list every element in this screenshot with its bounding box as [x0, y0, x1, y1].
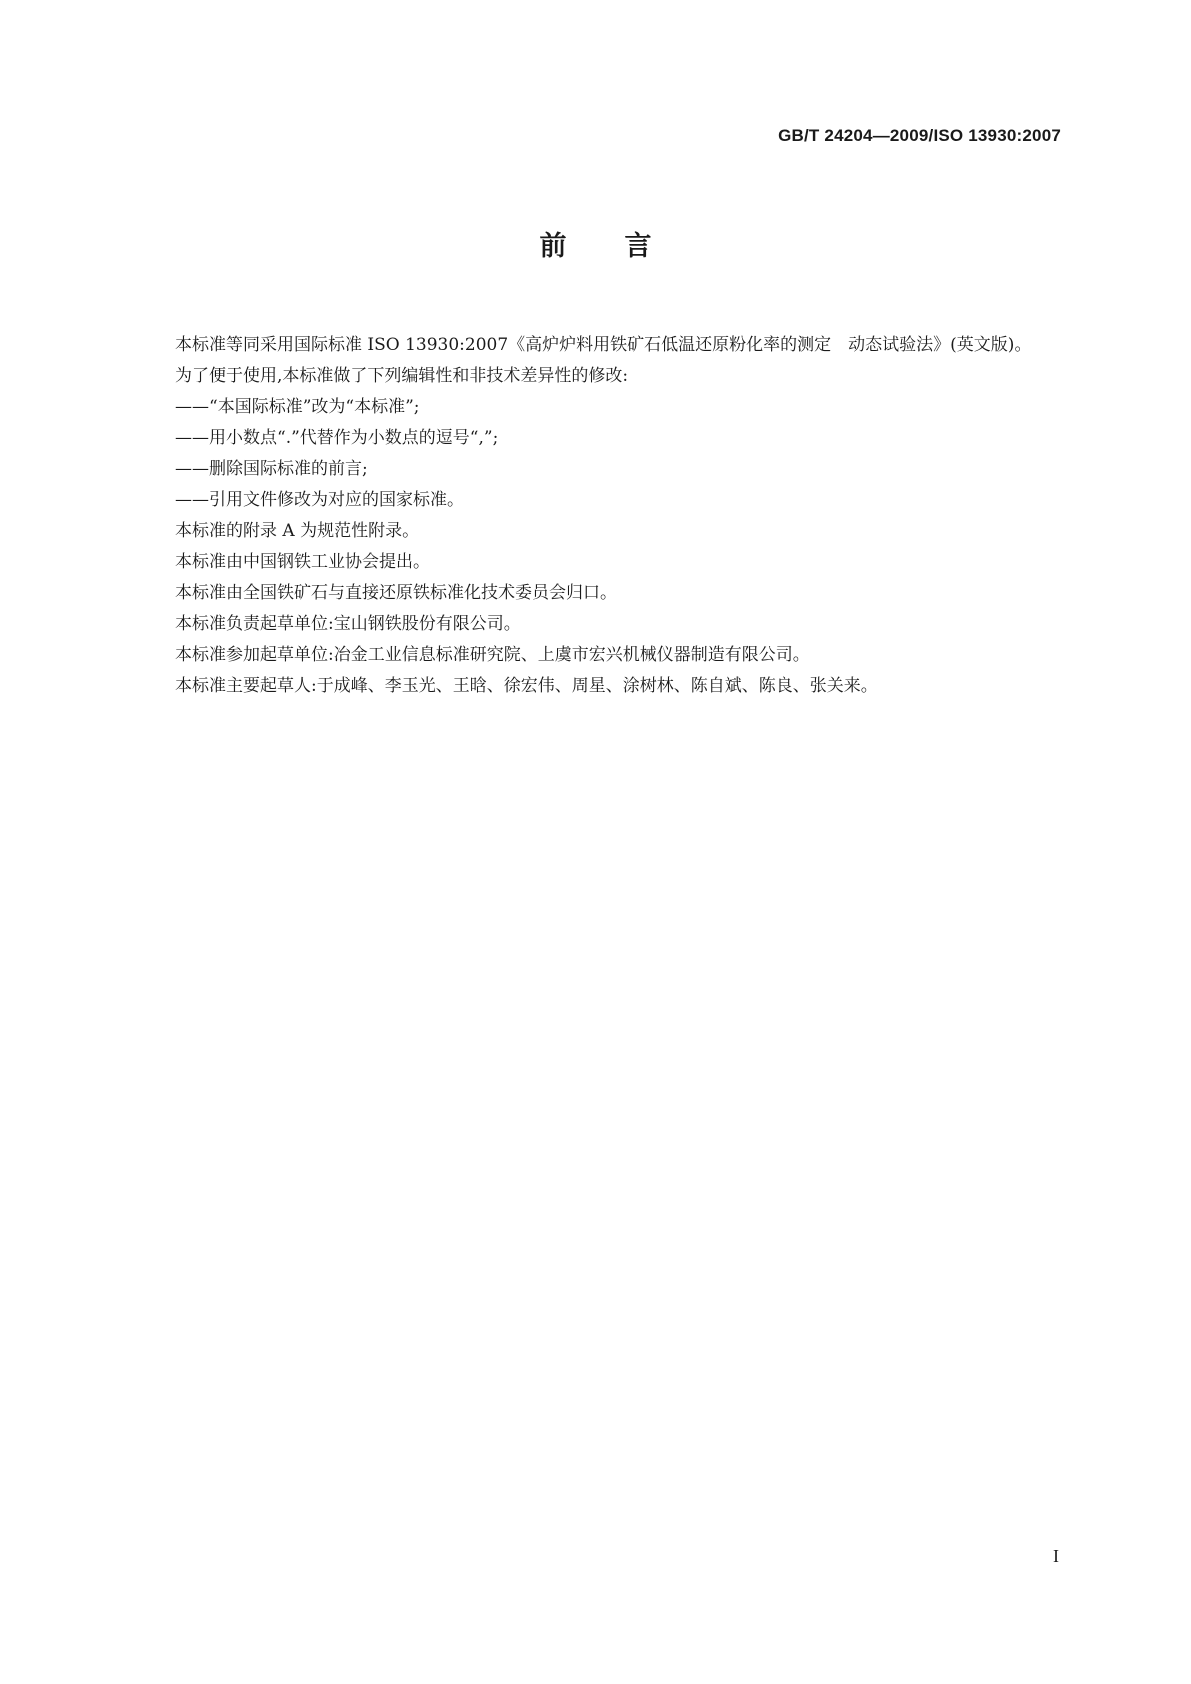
modification-item: ——“本国际标准”改为“本标准”;: [175, 397, 420, 417]
adoption-paragraph: 本标准等同采用国际标准 ISO 13930:2007《高炉炉料用铁矿石低温还原粉化率的测定 动态试验法》(英文版)。: [175, 335, 1032, 355]
drafters-statement: 本标准主要起草人:于成峰、李玉光、王晗、徐宏伟、周星、涂树林、陈自斌、陈良、张关来。: [175, 676, 878, 696]
annex-statement: 本标准的附录 A 为规范性附录。: [175, 521, 420, 541]
standard-code-header: GB/T 24204—2009/ISO 13930:2007: [778, 126, 1061, 145]
page-number: I: [1053, 1546, 1059, 1566]
participating-units-statement: 本标准参加起草单位:冶金工业信息标准研究院、上虞市宏兴机械仪器制造有限公司。: [175, 645, 810, 665]
modification-item: ——引用文件修改为对应的国家标准。: [175, 490, 464, 510]
modifications-intro: 为了便于使用,本标准做了下列编辑性和非技术差异性的修改:: [175, 366, 629, 386]
proposer-statement: 本标准由中国钢铁工业协会提出。: [175, 552, 430, 572]
foreword-body: [120, 330, 1070, 702]
drafting-unit-statement: 本标准负责起草单位:宝山钢铁股份有限公司。: [175, 614, 521, 634]
page-title: 前言: [539, 231, 710, 262]
modification-item: ——删除国际标准的前言;: [175, 459, 368, 479]
committee-statement: 本标准由全国铁矿石与直接还原铁标准化技术委员会归口。: [175, 583, 617, 603]
modification-item: ——用小数点“.”代替作为小数点的逗号“,”;: [175, 428, 499, 448]
